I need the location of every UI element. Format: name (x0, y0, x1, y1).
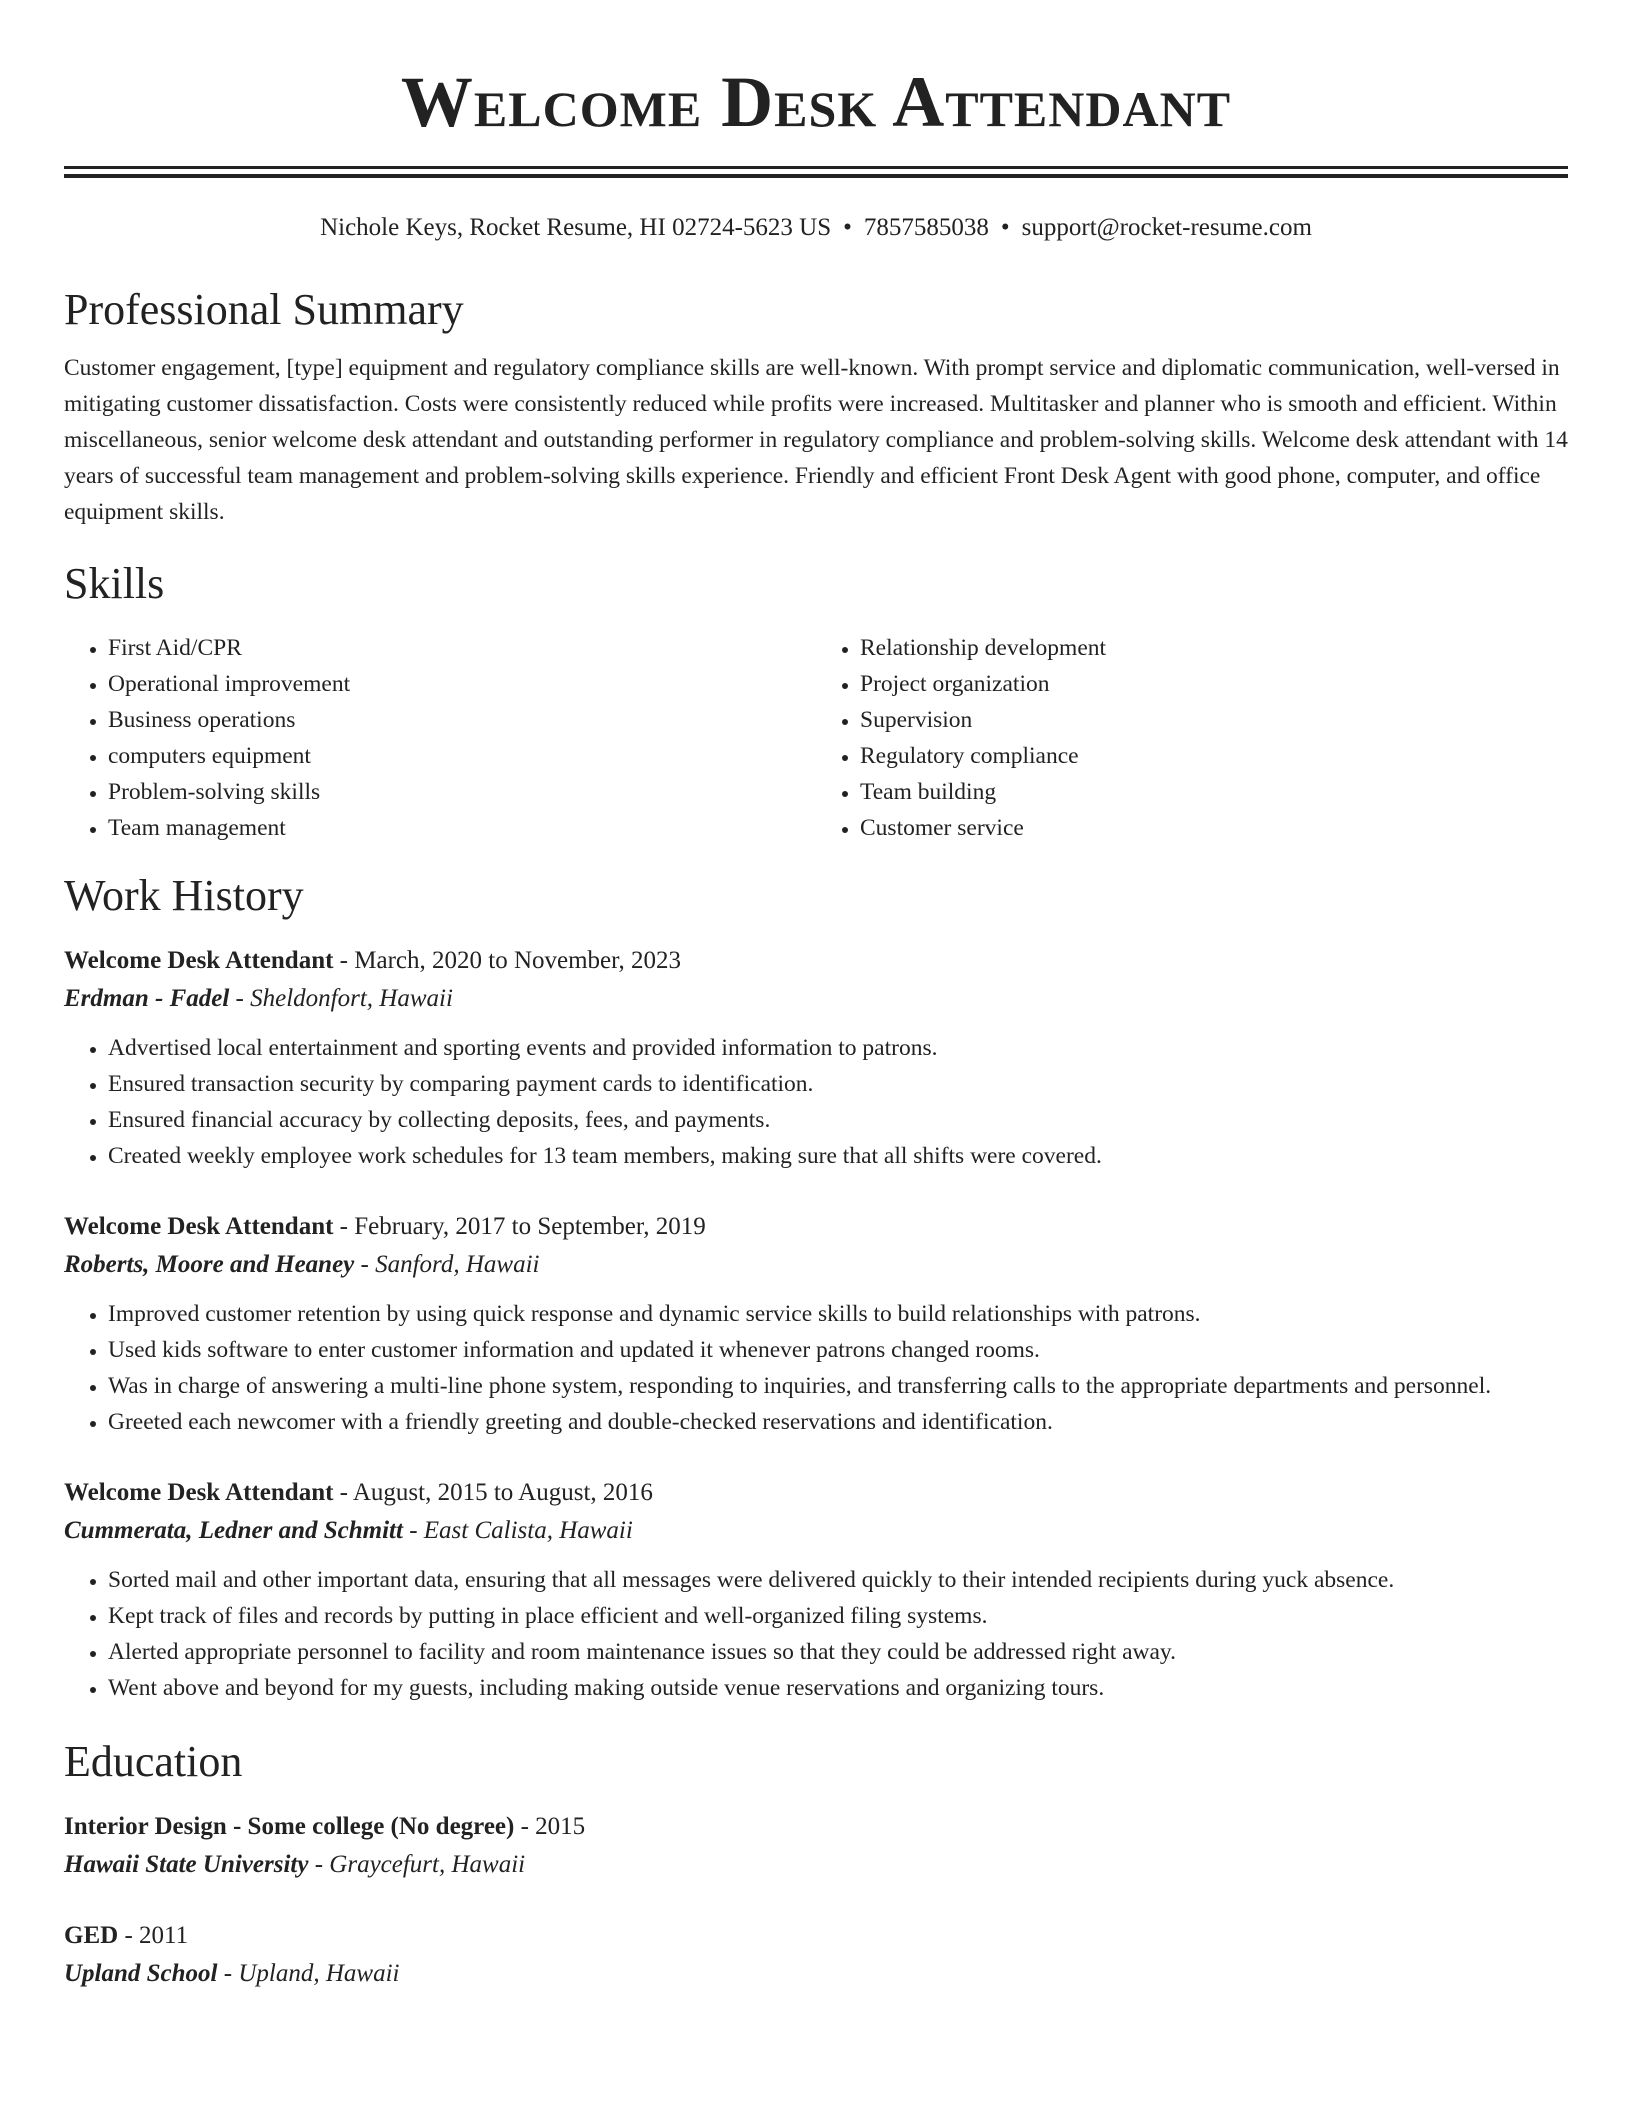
skill-item: • Problem-solving skills (108, 774, 816, 810)
education-degree: GED (64, 1922, 119, 1949)
job-employer: Roberts, Moore and Heaney - Sanford, Hawaii (64, 1251, 540, 1278)
job-entry (64, 1474, 1568, 1706)
skill-item: • First Aid/CPR (108, 630, 816, 666)
job-location: Sheldonfort, Hawaii (250, 985, 453, 1012)
skills-column-right (816, 630, 1568, 846)
skills-list (64, 630, 1568, 846)
education-year: 2011 (139, 1922, 189, 1949)
skill-item: • Team management (108, 810, 816, 846)
job-dates: August, 2015 to August, 2016 (352, 1479, 653, 1506)
job-header: Welcome Desk Attendant - August, 2015 to August, 2016 (64, 1479, 653, 1506)
skill-item: • computers equipment (108, 738, 816, 774)
contact-separator: • (843, 214, 852, 241)
skill-item: • Business operations (108, 702, 816, 738)
job-employer: Erdman - Fadel - Sheldonfort, Hawaii (64, 985, 453, 1012)
job-title: Welcome Desk Attendant (64, 947, 334, 974)
job-entry (64, 1208, 1568, 1440)
job-header: Welcome Desk Attendant - March, 2020 to November, 2023 (64, 947, 681, 974)
job-title: Welcome Desk Attendant (64, 1213, 334, 1240)
skills-column-left (64, 630, 816, 846)
job-title: Welcome Desk Attendant (64, 1479, 334, 1506)
skill-item: • Supervision (860, 702, 1568, 738)
job-bullet: • Kept track of files and records by putting in place efficient and well-organized filing systems. (108, 1598, 1568, 1634)
job-location: Sanford, Hawaii (375, 1251, 540, 1278)
education-year: 2015 (535, 1813, 586, 1840)
work-history-heading: Work History (64, 871, 304, 920)
skill-item: • Operational improvement (108, 666, 816, 702)
education-entry (64, 1808, 1568, 1884)
job-bullet: • Sorted mail and other important data, ensuring that all messages were delivered quickly to their intended recipients during yuck absence. (108, 1562, 1568, 1598)
job-bullet: • Advertised local entertainment and sporting events and provided information to patrons. (108, 1030, 1568, 1066)
job-header: Welcome Desk Attendant - February, 2017 to September, 2019 (64, 1213, 706, 1240)
education-school-line: Hawaii State University - Graycefurt, Hawaii (64, 1851, 526, 1878)
job-bullet: • Used kids software to enter customer information and updated it whenever patrons changed rooms. (108, 1332, 1568, 1368)
job-bullet: • Alerted appropriate personnel to facility and room maintenance issues so that they could be addressed right away. (108, 1634, 1568, 1670)
job-bullets (64, 1562, 1568, 1706)
job-bullet: • Greeted each newcomer with a friendly greeting and double-checked reservations and identification. (108, 1404, 1568, 1440)
education-school: Upland School (64, 1960, 218, 1987)
education-heading: Education (64, 1737, 243, 1786)
education-entry (64, 1917, 1568, 1993)
job-bullet: • Ensured transaction security by comparing payment cards to identification. (108, 1066, 1568, 1102)
skills-heading: Skills (64, 559, 165, 608)
job-bullet: • Ensured financial accuracy by collecting deposits, fees, and payments. (108, 1102, 1568, 1138)
resume-title: Welcome Desk Attendant (400, 62, 1232, 142)
job-bullets (64, 1296, 1568, 1440)
skill-item: • Regulatory compliance (860, 738, 1568, 774)
skill-item: • Customer service (860, 810, 1568, 846)
job-dates: February, 2017 to September, 2019 (354, 1213, 706, 1240)
contact-address: Nichole Keys, Rocket Resume, HI 02724-5623 US (320, 214, 832, 241)
contact-separator: • (1000, 214, 1010, 241)
contact-email: support@rocket-resume.com (1021, 214, 1312, 241)
job-bullet: • Improved customer retention by using quick response and dynamic service skills to build relationships with patrons. (108, 1296, 1568, 1332)
summary-text: Customer engagement, [type] equipment and regulatory compliance skills are well-known. With prompt service and diplomatic communication, well-versed in mitigating customer dissatisfaction. Costs were consistently reduced while profits were increased. Multitasker and planner who is smooth and efficient. Within miscellaneous, senior welcome desk attendant and outstanding performer in regulatory compliance and problem-solving skills. Welcome desk attendant with 14 years of successful team management and problem-solving skills experience. Friendly and efficient Front Desk Agent with good phone, computer, and office equipment skills. (64, 355, 1568, 525)
job-company: Erdman - Fadel (64, 985, 230, 1012)
summary-heading: Professional Summary (64, 285, 464, 334)
job-location: East Calista, Hawaii (423, 1517, 633, 1544)
job-bullet: • Went above and beyond for my guests, including making outside venue reservations and organizing tours. (108, 1670, 1568, 1706)
title-divider (64, 166, 1568, 178)
skill-item: • Relationship development (860, 630, 1568, 666)
job-company: Roberts, Moore and Heaney (64, 1251, 355, 1278)
job-bullet: • Created weekly employee work schedules for 13 team members, making sure that all shifts were covered. (108, 1138, 1568, 1174)
education-school-line: Upland School - Upland, Hawaii (64, 1960, 400, 1987)
job-company: Cummerata, Ledner and Schmitt (64, 1517, 403, 1544)
education-school: Hawaii State University (64, 1851, 309, 1878)
education-location: Upland, Hawaii (238, 1960, 400, 1987)
education-degree-line: GED - 2011 (64, 1922, 189, 1949)
contact-phone: 7857585038 (863, 214, 989, 241)
education-degree: Interior Design - Some college (No degree) (64, 1813, 515, 1840)
job-entry (64, 942, 1568, 1174)
job-bullet: • Was in charge of answering a multi-line phone system, responding to inquiries, and transferring calls to the appropriate departments and personnel. (108, 1368, 1568, 1404)
education-location: Graycefurt, Hawaii (329, 1851, 526, 1878)
skill-item: • Project organization (860, 666, 1568, 702)
job-employer: Cummerata, Ledner and Schmitt - East Calista, Hawaii (64, 1517, 633, 1544)
divider-line-bottom (64, 174, 1568, 178)
contact-line (64, 212, 1568, 244)
job-bullets (64, 1030, 1568, 1174)
education-degree-line: Interior Design - Some college (No degree) - 2015 (64, 1813, 586, 1840)
skill-item: • Team building (860, 774, 1568, 810)
job-dates: March, 2020 to November, 2023 (354, 947, 681, 974)
